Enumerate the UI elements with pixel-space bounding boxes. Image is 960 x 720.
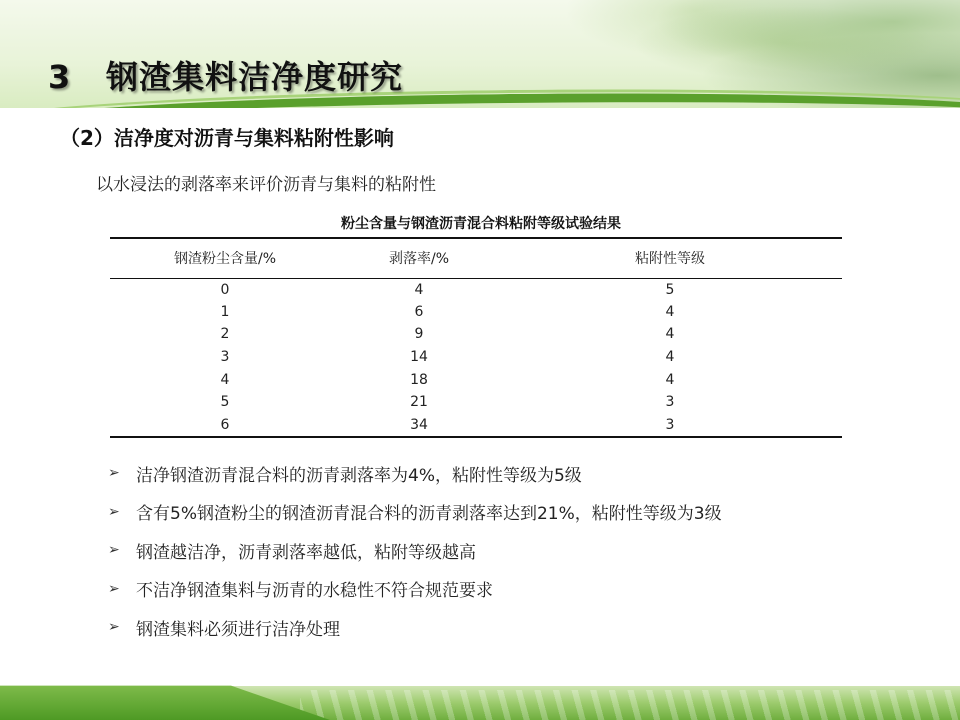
title-text: 钢渣集料洁净度研究 (106, 58, 404, 96)
arrow-bullet-icon: ➢ (108, 503, 120, 520)
table-cell: 0 (220, 281, 230, 298)
intro-text: 以水浸法的剥落率来评价沥青与集料的粘附性 (96, 175, 436, 195)
table-caption: 粉尘含量与钢渣沥青混合料粘附等级试验结果 (341, 216, 621, 232)
results-table (110, 237, 842, 438)
list-item (108, 570, 928, 609)
table-row (110, 368, 842, 391)
table-cell: 4 (220, 371, 230, 388)
table-cell: 18 (410, 371, 428, 388)
table-cell: 3 (665, 394, 675, 411)
list-item (108, 608, 928, 647)
table-cell: 21 (410, 394, 428, 411)
header-banner (0, 0, 960, 108)
table-cell: 5 (220, 394, 230, 411)
table-cell: 4 (665, 349, 675, 366)
table-cell: 4 (665, 326, 675, 343)
table-row (110, 346, 842, 369)
table-cell: 9 (414, 326, 424, 343)
table-cell: 4 (665, 303, 675, 320)
table-row (110, 323, 842, 346)
table-cell: 3 (220, 349, 230, 366)
column-header-dust-content: 钢渣粉尘含量/% (173, 251, 277, 268)
table-row (110, 301, 842, 324)
column-header-stripping-rate: 剥落率/% (388, 251, 450, 268)
table-cell: 2 (220, 326, 230, 343)
results-table-block (110, 211, 842, 438)
table-cell: 4 (414, 281, 424, 298)
table-cell: 6 (414, 303, 424, 320)
list-item-text: 洁净钢渣沥青混合料的沥青剥落率为4%，粘附性等级为5级 (136, 465, 582, 486)
table-cell: 14 (410, 349, 428, 366)
list-item (108, 454, 928, 493)
table-cell: 6 (220, 416, 230, 433)
conclusion-list (108, 454, 928, 647)
list-item-text: 钢渣集料必须进行洁净处理 (136, 619, 340, 640)
table-cell: 4 (665, 371, 675, 388)
arrow-bullet-icon: ➢ (108, 465, 120, 482)
arrow-bullet-icon: ➢ (108, 542, 120, 559)
table-row (110, 391, 842, 414)
list-item (108, 493, 928, 532)
page-title (48, 52, 403, 98)
table-header-row (110, 238, 842, 278)
table-row (110, 414, 842, 437)
table-cell: 3 (665, 416, 675, 433)
subheading: （2）洁净度对沥青与集料粘附性影响 (60, 126, 394, 150)
arrow-bullet-icon: ➢ (108, 580, 120, 597)
section-number: 3 (48, 58, 72, 96)
list-item (108, 531, 928, 570)
list-item-text: 含有5%钢渣粉尘的钢渣沥青混合料的沥青剥落率达到21%，粘附性等级为3级 (136, 504, 722, 525)
list-item-text: 不洁净钢渣集料与沥青的水稳性不符合规范要求 (136, 581, 493, 602)
arrow-bullet-icon: ➢ (108, 619, 120, 636)
table-cell: 5 (665, 281, 675, 298)
table-cell: 1 (220, 303, 230, 320)
table-row (110, 278, 842, 301)
footer-pattern-decoration (300, 690, 960, 720)
column-header-adhesion-grade: 粘附性等级 (635, 251, 705, 268)
table-cell: 34 (410, 416, 428, 433)
list-item-text: 钢渣越洁净，沥青剥落率越低，粘附等级越高 (136, 542, 476, 563)
